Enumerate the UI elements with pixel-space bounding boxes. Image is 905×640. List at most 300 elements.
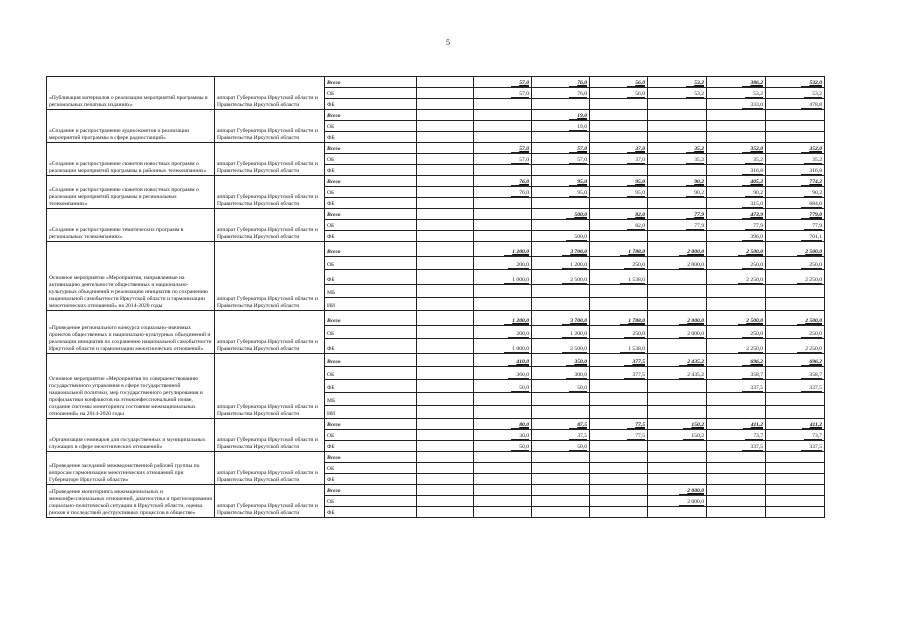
value-text: 2 250,0 <box>797 277 822 284</box>
value-cell <box>590 452 648 463</box>
value-cell <box>590 143 648 154</box>
value-text: 377,5 <box>624 359 645 366</box>
value-cell <box>590 110 648 121</box>
value-cell <box>766 165 825 176</box>
value-cell <box>532 496 590 507</box>
funding-source: ОБ <box>325 257 417 270</box>
value-text: 57,0 <box>569 157 587 164</box>
empty-cell <box>417 485 474 496</box>
value-cell <box>532 132 590 143</box>
value-cell <box>766 406 825 419</box>
value-text: 2 000,0 <box>679 331 704 338</box>
value-text: 2 500,0 <box>738 318 763 325</box>
value-cell <box>532 419 590 430</box>
value-cell <box>474 231 532 242</box>
value-cell <box>766 441 825 452</box>
value-cell <box>532 452 590 463</box>
value-cell <box>532 463 590 474</box>
empty-cell <box>417 77 474 88</box>
value-cell <box>648 430 707 441</box>
value-cell <box>766 154 825 165</box>
executor-cell: аппарат Губернатора Иркутской области и Правительства Иркутской области <box>215 485 325 518</box>
empty-cell <box>417 242 474 257</box>
value-cell <box>474 285 532 298</box>
value-text: 37,0 <box>627 157 645 164</box>
value-text: 333,0 <box>742 102 763 109</box>
empty-cell <box>417 285 474 298</box>
funding-source: ИИ <box>325 298 417 311</box>
value-text: 57,0 <box>569 146 587 153</box>
value-cell <box>474 507 532 518</box>
value-cell <box>648 380 707 393</box>
value-cell <box>590 257 648 270</box>
value-text: 77,9 <box>686 223 704 230</box>
funding-source: ОБ <box>325 367 417 380</box>
value-text: 350,0 <box>566 359 587 366</box>
value-cell <box>707 367 766 380</box>
value-cell <box>590 367 648 380</box>
value-cell <box>648 198 707 209</box>
value-text: 73,7 <box>745 433 763 440</box>
value-text: 2 000,0 <box>679 318 704 325</box>
value-text: 315,0 <box>742 201 763 208</box>
value-cell <box>766 132 825 143</box>
funding-source: ФБ <box>325 380 417 393</box>
value-text: 250,0 <box>624 331 645 338</box>
empty-cell <box>417 121 474 132</box>
value-cell <box>648 496 707 507</box>
value-cell <box>474 496 532 507</box>
value-cell <box>707 77 766 88</box>
value-cell <box>532 121 590 132</box>
value-text: 532,0 <box>801 80 822 87</box>
value-text: 1 200,0 <box>504 318 529 325</box>
value-cell <box>648 121 707 132</box>
value-cell <box>474 99 532 110</box>
value-cell <box>707 187 766 198</box>
value-text: 779,0 <box>801 212 822 219</box>
value-cell <box>648 367 707 380</box>
value-cell <box>766 507 825 518</box>
value-cell <box>707 154 766 165</box>
value-cell <box>648 441 707 452</box>
activity-name: Основное мероприятие «Мероприятия, направленные на активизацию деятельности общественных и национально-культурных объединений и реализацию инициатив по сохранению национальной самобытности Иркутской области и гармонизации межэтнических отношений» на 2014-2020 годы <box>47 242 215 311</box>
empty-cell <box>417 441 474 452</box>
funding-source: Всего <box>325 485 417 496</box>
value-cell <box>766 270 825 285</box>
value-text: 95,0 <box>569 190 587 197</box>
value-text: 35,2 <box>804 157 822 164</box>
value-text: 76,0 <box>511 179 529 186</box>
empty-cell <box>417 220 474 231</box>
value-cell <box>474 430 532 441</box>
value-cell <box>766 176 825 187</box>
value-cell <box>532 242 590 257</box>
value-text: 1 538,0 <box>620 277 645 284</box>
empty-cell <box>417 339 474 354</box>
value-cell <box>474 393 532 406</box>
value-cell <box>474 88 532 99</box>
value-cell <box>474 367 532 380</box>
value-cell <box>766 121 825 132</box>
value-cell <box>707 474 766 485</box>
value-cell <box>648 231 707 242</box>
value-cell <box>707 88 766 99</box>
value-cell <box>707 507 766 518</box>
value-cell <box>707 380 766 393</box>
value-text: 56,0 <box>627 91 645 98</box>
value-text: 337,5 <box>801 444 822 451</box>
value-cell <box>590 507 648 518</box>
value-text: 77,5 <box>627 422 645 429</box>
value-cell <box>474 121 532 132</box>
funding-source: ОБ <box>325 220 417 231</box>
value-cell <box>590 242 648 257</box>
value-cell <box>532 220 590 231</box>
value-text: 1 200,0 <box>562 262 587 269</box>
funding-source: ОБ <box>325 463 417 474</box>
value-cell <box>707 406 766 419</box>
value-cell <box>707 298 766 311</box>
value-text: 90,2 <box>804 190 822 197</box>
value-cell <box>532 176 590 187</box>
executor-cell: аппарат Губернатора Иркутской области и Правительства Иркутской области <box>215 143 325 176</box>
value-cell <box>590 485 648 496</box>
value-text: 150,2 <box>683 422 704 429</box>
activity-name: Основное мероприятие «Мероприятия по совершенствованию государственного управления в сфере государственной национальной политики, мер государственного регулирования и профилактики конфликтов на этноконфессиональной почве, создание системы мониторинга состояния межнациональных отношений» на 2014-2020 годы <box>47 354 215 419</box>
value-cell <box>766 380 825 393</box>
empty-cell <box>417 231 474 242</box>
value-cell <box>590 474 648 485</box>
value-text: 77,9 <box>745 223 763 230</box>
funding-source: МБ <box>325 285 417 298</box>
funding-source: Всего <box>325 354 417 367</box>
value-text: 35,2 <box>686 146 704 153</box>
value-text: 2 000,0 <box>679 262 704 269</box>
value-cell <box>766 143 825 154</box>
value-text: 30,0 <box>511 433 529 440</box>
empty-cell <box>417 463 474 474</box>
value-cell <box>532 507 590 518</box>
value-cell <box>474 110 532 121</box>
value-cell <box>474 198 532 209</box>
value-cell <box>648 311 707 326</box>
value-cell <box>590 77 648 88</box>
value-cell <box>648 132 707 143</box>
value-text: 200,0 <box>508 331 529 338</box>
value-text: 3 700,0 <box>562 249 587 256</box>
value-cell <box>707 354 766 367</box>
value-cell <box>707 176 766 187</box>
value-cell <box>590 220 648 231</box>
value-cell <box>590 285 648 298</box>
value-cell <box>590 270 648 285</box>
funding-source: ОБ <box>325 430 417 441</box>
value-cell <box>707 220 766 231</box>
funding-source: ФБ <box>325 198 417 209</box>
value-cell <box>590 231 648 242</box>
value-text: 82,0 <box>627 223 645 230</box>
page-number: 5 <box>446 38 450 47</box>
value-text: 696,2 <box>801 359 822 366</box>
value-cell <box>648 298 707 311</box>
value-cell <box>766 452 825 463</box>
empty-cell <box>417 298 474 311</box>
value-text: 250,0 <box>801 262 822 269</box>
value-text: 2 500,0 <box>562 277 587 284</box>
funding-source: ОБ <box>325 326 417 339</box>
value-text: 90,2 <box>686 190 704 197</box>
value-cell <box>707 496 766 507</box>
value-cell <box>707 132 766 143</box>
empty-cell <box>417 176 474 187</box>
value-cell <box>766 77 825 88</box>
value-cell <box>590 339 648 354</box>
value-cell <box>766 285 825 298</box>
empty-cell <box>417 99 474 110</box>
value-cell <box>474 452 532 463</box>
value-cell <box>590 496 648 507</box>
value-cell <box>766 419 825 430</box>
value-text: 77,5 <box>627 433 645 440</box>
empty-cell <box>417 507 474 518</box>
funding-source: ОБ <box>325 496 417 507</box>
value-text: 684,0 <box>801 201 822 208</box>
table-row <box>47 242 825 257</box>
funding-source: ФБ <box>325 99 417 110</box>
funding-source: Всего <box>325 110 417 121</box>
value-cell <box>532 298 590 311</box>
value-cell <box>590 154 648 165</box>
value-text: 35,2 <box>686 157 704 164</box>
value-cell <box>648 242 707 257</box>
value-cell <box>707 198 766 209</box>
activity-name: «Публикация материалов о реализации мероприятий программы в региональных печатных изданиях» <box>47 77 215 110</box>
value-text: 696,2 <box>742 359 763 366</box>
value-text: 56,0 <box>627 80 645 87</box>
value-text: 410,0 <box>508 359 529 366</box>
value-cell <box>474 187 532 198</box>
value-cell <box>707 326 766 339</box>
value-text: 3 700,0 <box>562 318 587 325</box>
value-cell <box>766 311 825 326</box>
value-cell <box>532 311 590 326</box>
value-text: 1 788,0 <box>620 318 645 325</box>
value-text: 701,1 <box>801 234 822 241</box>
value-cell <box>707 231 766 242</box>
value-cell <box>590 132 648 143</box>
value-cell <box>532 143 590 154</box>
value-cell <box>532 270 590 285</box>
value-text: 37,0 <box>627 146 645 153</box>
value-cell <box>474 339 532 354</box>
value-cell <box>474 441 532 452</box>
value-text: 2 500,0 <box>797 249 822 256</box>
funding-source: ОБ <box>325 121 417 132</box>
value-text: 19,0 <box>569 113 587 120</box>
value-cell <box>648 88 707 99</box>
value-text: 76,0 <box>511 190 529 197</box>
empty-cell <box>417 209 474 220</box>
value-cell <box>766 367 825 380</box>
value-cell <box>532 406 590 419</box>
value-cell <box>766 99 825 110</box>
value-cell <box>707 441 766 452</box>
executor-cell: аппарат Губернатора Иркутской области и Правительства Иркутской области <box>215 176 325 209</box>
value-text: 500,0 <box>566 212 587 219</box>
value-cell <box>474 132 532 143</box>
value-cell <box>532 257 590 270</box>
value-cell <box>474 242 532 257</box>
funding-source: ОБ <box>325 154 417 165</box>
value-cell <box>590 187 648 198</box>
activity-name: «Создание и распространение тематических программ в региональных телекомпаниях» <box>47 209 215 242</box>
value-cell <box>590 198 648 209</box>
value-text: 82,0 <box>627 212 645 219</box>
value-cell <box>474 176 532 187</box>
value-text: 250,0 <box>624 262 645 269</box>
funding-source: Всего <box>325 242 417 257</box>
value-cell <box>766 485 825 496</box>
funding-source: ФБ <box>325 474 417 485</box>
value-text: 352,0 <box>742 146 763 153</box>
value-cell <box>590 209 648 220</box>
table-row <box>47 485 825 496</box>
value-text: 500,0 <box>566 234 587 241</box>
value-text: 1 200,0 <box>562 331 587 338</box>
value-cell <box>766 198 825 209</box>
value-cell <box>648 257 707 270</box>
value-cell <box>532 393 590 406</box>
value-cell <box>648 270 707 285</box>
value-cell <box>532 485 590 496</box>
value-cell <box>648 507 707 518</box>
value-cell <box>474 485 532 496</box>
empty-cell <box>417 419 474 430</box>
value-cell <box>648 393 707 406</box>
value-cell <box>474 406 532 419</box>
value-text: 358,7 <box>801 372 822 379</box>
value-cell <box>707 419 766 430</box>
activity-name: «Проведение мониторинга межнациональных и межконфессиональных отношений, диагностика и прогнозирования социально-политической ситуации в Иркутской области, оценка рисков и последствий деструктивных процессов в обществе» <box>47 485 215 518</box>
value-text: 1 000,0 <box>504 277 529 284</box>
value-text: 2 435,2 <box>679 359 704 366</box>
value-cell <box>707 311 766 326</box>
empty-cell <box>417 326 474 339</box>
value-text: 200,0 <box>508 262 529 269</box>
value-text: 87,5 <box>569 422 587 429</box>
value-cell <box>766 326 825 339</box>
empty-cell <box>417 393 474 406</box>
value-text: 95,0 <box>627 190 645 197</box>
value-text: 478,8 <box>801 102 822 109</box>
value-text: 386,2 <box>742 80 763 87</box>
value-cell <box>532 77 590 88</box>
funding-source: ОБ <box>325 187 417 198</box>
value-text: 2 250,0 <box>738 277 763 284</box>
value-text: 358,7 <box>742 372 763 379</box>
funding-source: Всего <box>325 176 417 187</box>
value-cell <box>474 380 532 393</box>
value-cell <box>707 209 766 220</box>
value-text: 316,8 <box>742 168 763 175</box>
value-text: 250,0 <box>742 262 763 269</box>
activity-name: «Создание и распространение сюжетов новостных программ о реализации мероприятий программы в районных телекомпаниях» <box>47 143 215 176</box>
empty-cell <box>417 311 474 326</box>
value-cell <box>532 430 590 441</box>
value-text: 90,2 <box>686 179 704 186</box>
value-cell <box>590 406 648 419</box>
value-text: 95,0 <box>627 179 645 186</box>
value-text: 774,2 <box>801 179 822 186</box>
value-text: 57,0 <box>511 146 529 153</box>
budget-table <box>46 76 825 518</box>
value-text: 53,2 <box>804 91 822 98</box>
empty-cell <box>417 406 474 419</box>
value-text: 19,0 <box>569 124 587 131</box>
value-text: 250,0 <box>801 331 822 338</box>
value-cell <box>532 165 590 176</box>
value-cell <box>590 441 648 452</box>
value-cell <box>590 298 648 311</box>
value-cell <box>707 452 766 463</box>
value-cell <box>532 367 590 380</box>
value-cell <box>532 441 590 452</box>
table-row <box>47 209 825 220</box>
value-cell <box>707 430 766 441</box>
value-cell <box>474 165 532 176</box>
funding-source: Всего <box>325 77 417 88</box>
value-cell <box>766 231 825 242</box>
value-cell <box>707 485 766 496</box>
empty-cell <box>417 198 474 209</box>
value-cell <box>707 339 766 354</box>
value-cell <box>474 311 532 326</box>
funding-source: ФБ <box>325 270 417 285</box>
value-cell <box>648 143 707 154</box>
value-cell <box>707 242 766 257</box>
empty-cell <box>417 496 474 507</box>
value-cell <box>474 270 532 285</box>
funding-source: ИИ <box>325 406 417 419</box>
value-cell <box>707 285 766 298</box>
value-text: 337,5 <box>742 444 763 451</box>
value-text: 73,7 <box>804 433 822 440</box>
value-cell <box>648 209 707 220</box>
value-cell <box>766 463 825 474</box>
value-text: 53,2 <box>745 91 763 98</box>
executor-cell: аппарат Губернатора Иркутской области и Правительства Иркутской области <box>215 452 325 485</box>
value-cell <box>532 99 590 110</box>
value-text: 2 250,0 <box>797 346 822 353</box>
funding-source: ФБ <box>325 165 417 176</box>
value-text: 150,2 <box>683 433 704 440</box>
value-cell <box>474 257 532 270</box>
empty-cell <box>417 380 474 393</box>
value-cell <box>590 419 648 430</box>
value-text: 53,2 <box>686 80 704 87</box>
value-cell <box>707 257 766 270</box>
executor-cell: аппарат Губернатора Иркутской области и Правительства Иркутской области <box>215 354 325 419</box>
value-text: 2 000,0 <box>679 249 704 256</box>
value-cell <box>474 209 532 220</box>
value-cell <box>590 354 648 367</box>
value-cell <box>766 474 825 485</box>
value-text: 2 250,0 <box>738 346 763 353</box>
value-cell <box>707 393 766 406</box>
funding-source: Всего <box>325 452 417 463</box>
executor-cell: аппарат Губернатора Иркутской области и Правительства Иркутской области <box>215 77 325 110</box>
